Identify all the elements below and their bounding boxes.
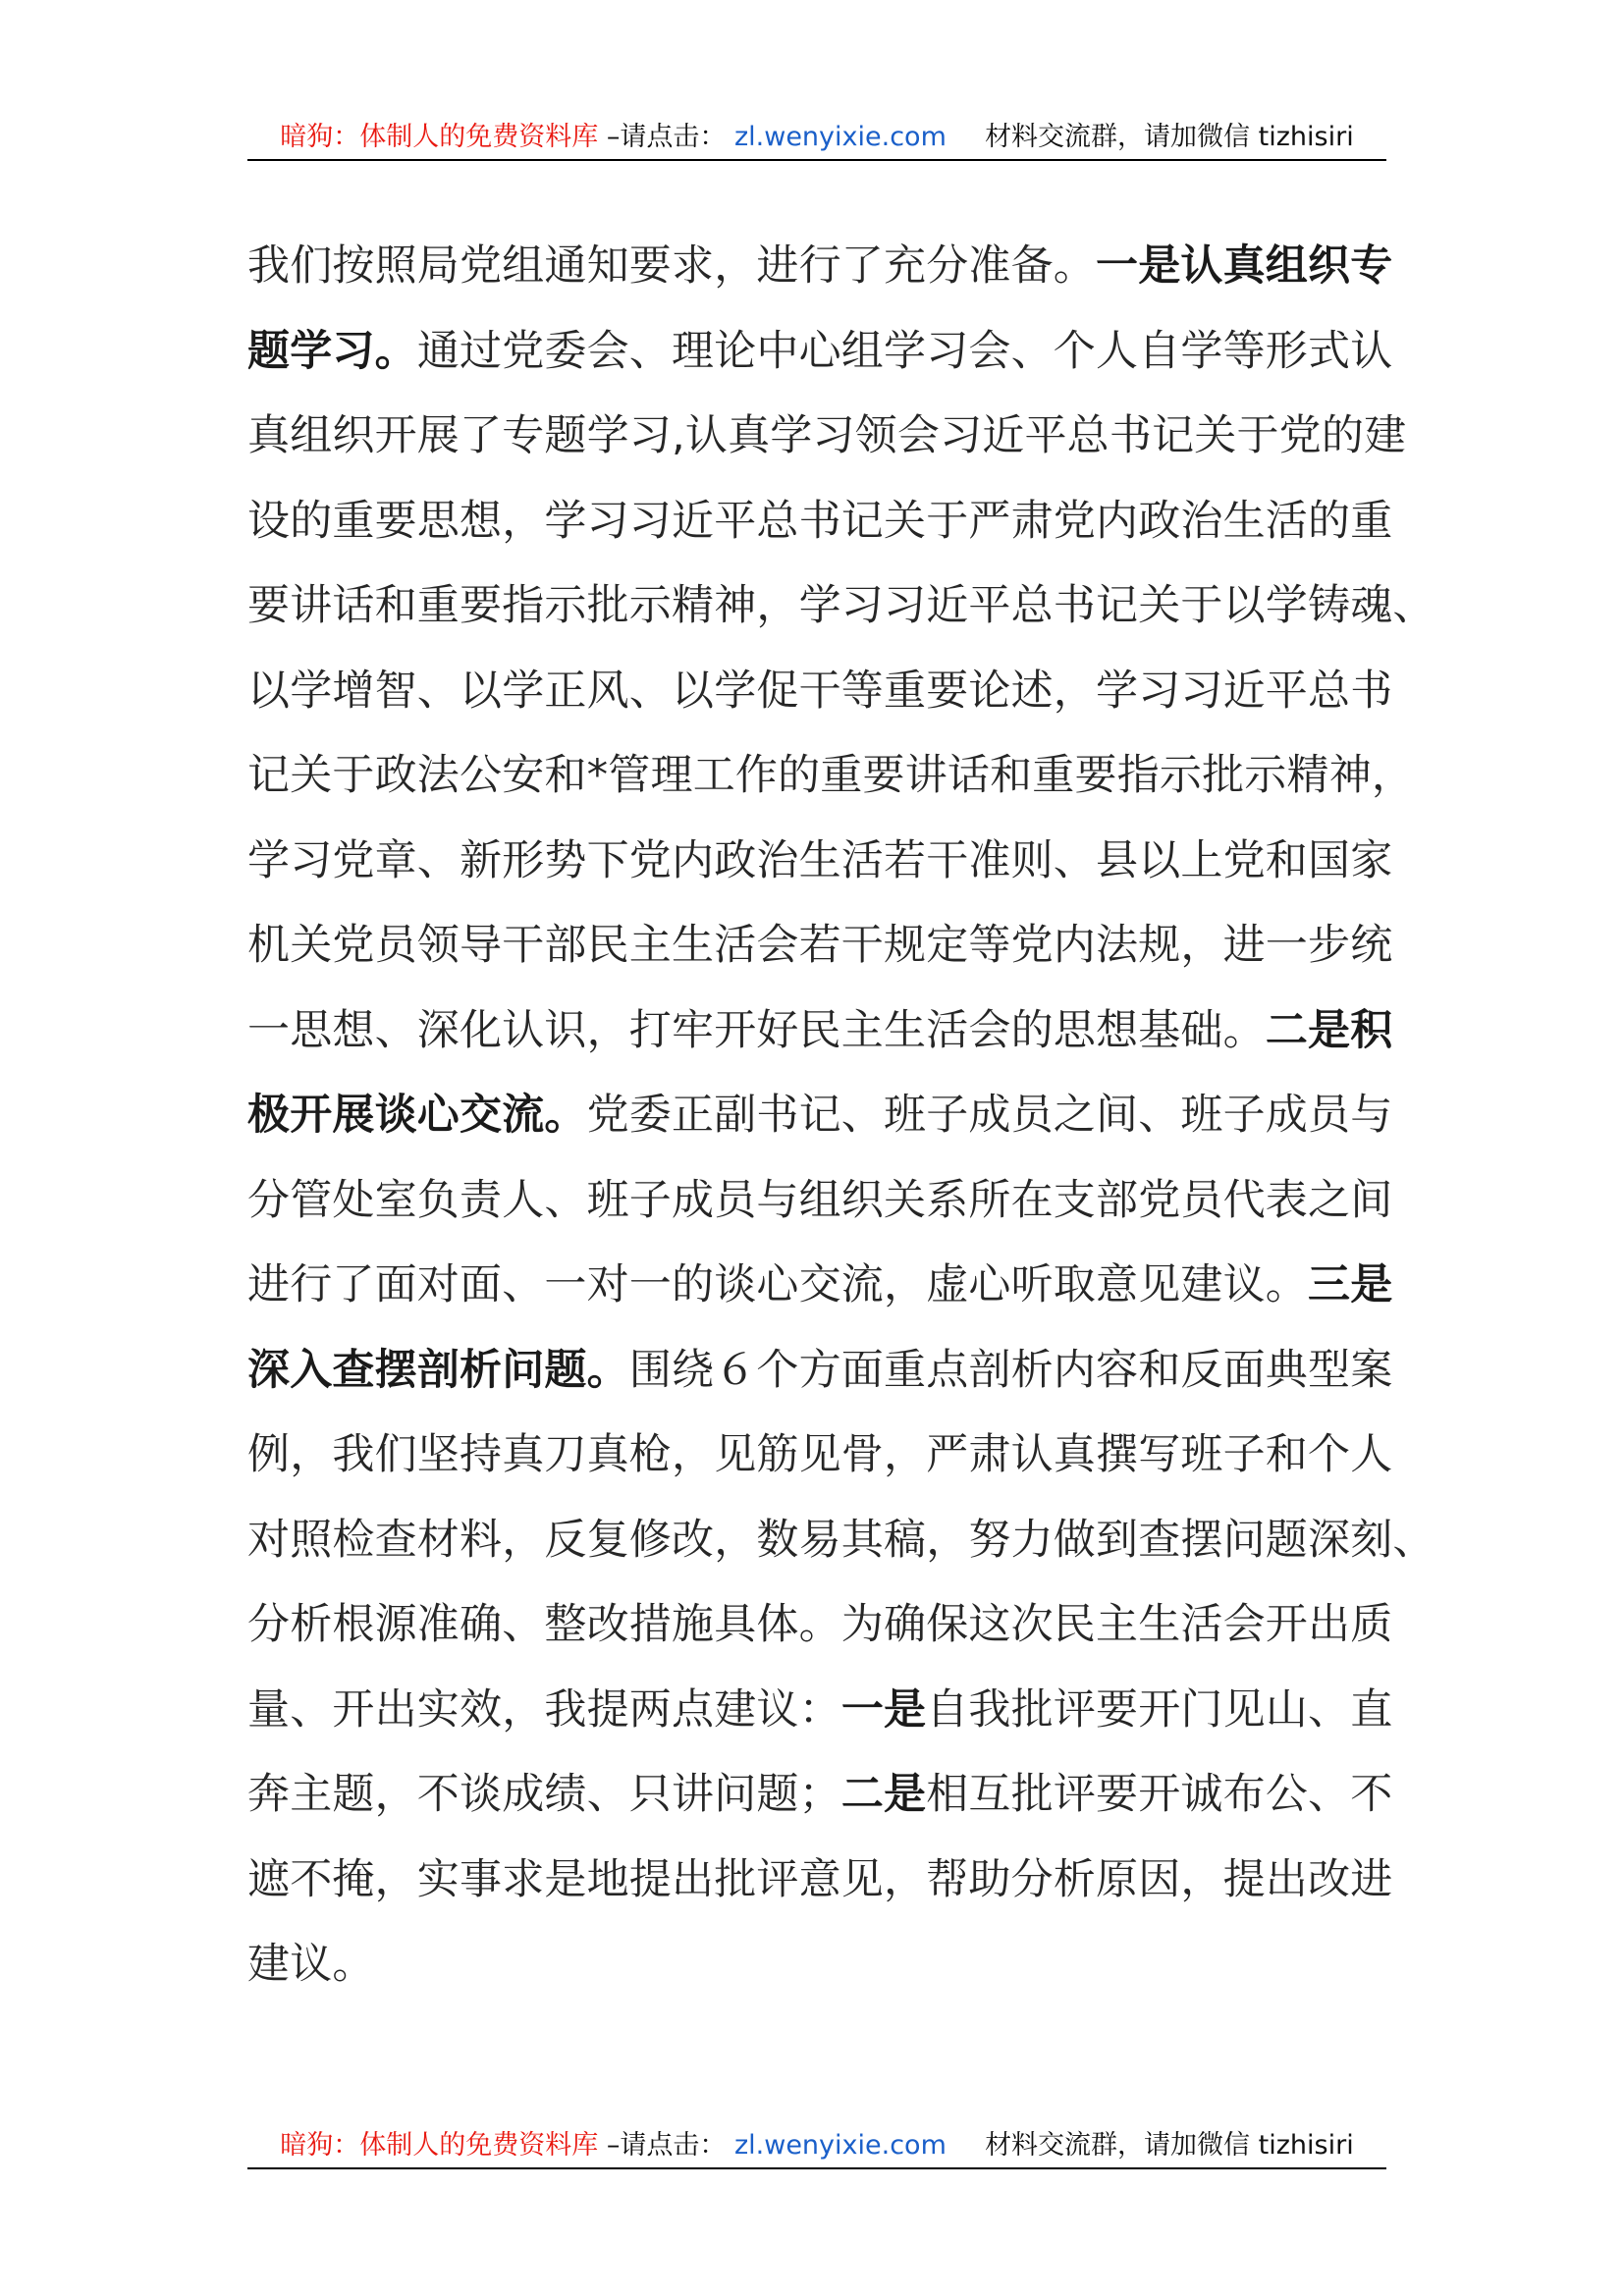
text-segment: 机关党员领导干部民主生活会若干规定等党内法规，进一步统 [247, 921, 1393, 970]
text-line [247, 903, 1393, 988]
text-line [247, 1158, 1393, 1244]
footer-group-note: 材料交流群，请加微信 tizhisiri [985, 2130, 1354, 2161]
bold-text-segment: 一是认真组织专 [1096, 241, 1393, 291]
text-segment: 进行了面对面、一对一的谈心交流，虚心听取意见建议。 [247, 1260, 1308, 1309]
bold-text-segment: 一是 [840, 1684, 927, 1735]
footer-brand: 暗狗：体制人的免费资料库 [280, 2130, 599, 2161]
text-line [247, 1243, 1393, 1328]
header-link[interactable]: zl.wenyixie.com [733, 122, 947, 152]
header-brand: 暗狗：体制人的免费资料库 [280, 122, 599, 152]
text-line [247, 819, 1393, 904]
text-segment: 建议。 [247, 1940, 375, 1989]
text-segment: 党委正副书记、班子成员之间、班子成员与 [586, 1091, 1393, 1140]
text-segment: 要讲话和重要指示批示精神，学习习近平总书记关于以学铸魂、 [247, 581, 1435, 630]
text-line [247, 988, 1393, 1074]
text-segment: 以学增智、以学正风、以学促干等重要论述，学习习近平总书 [247, 666, 1393, 716]
text-line [247, 1922, 1386, 2007]
bold-text-segment: 题学习。 [247, 326, 417, 376]
bold-text-segment: 深入查摆剖析问题。 [247, 1345, 629, 1395]
header-group-note: 材料交流群，请加微信 tizhisiri [985, 122, 1354, 152]
text-segment: 一思想、深化认识，打牢开好民主生活会的思想基础。 [247, 1005, 1266, 1055]
text-segment: 围绕６个方面重点剖析内容和反面典型案 [628, 1345, 1393, 1395]
text-segment: 记关于政法公安和*管理工作的重要讲话和重要指示批示精神， [247, 751, 1415, 800]
text-line [247, 1838, 1393, 1923]
text-segment: 设的重要思想，学习习近平总书记关于严肃党内政治生活的重 [247, 496, 1393, 546]
text-segment: 例，我们坚持真刀真枪，见筋见骨，严肃认真撰写班子和个人 [247, 1430, 1393, 1479]
footer-prompt: –请点击： [606, 2130, 727, 2161]
text-segment: 分管处室负责人、班子成员与组织关系所在支部党员代表之间 [247, 1175, 1393, 1225]
text-line [247, 733, 1415, 819]
text-line [247, 1668, 1393, 1753]
text-line [247, 479, 1393, 564]
page-footer [247, 2128, 1386, 2169]
text-line [247, 394, 1407, 479]
text-segment: 奔主题，不谈成绩、只讲问题； [247, 1770, 841, 1819]
footer-link[interactable]: zl.wenyixie.com [733, 2130, 947, 2161]
text-line [247, 1752, 1393, 1838]
text-line [247, 1413, 1393, 1498]
text-segment: 学习党章、新形势下党内政治生活若干准则、县以上党和国家 [247, 835, 1393, 885]
text-segment: 对照检查材料，反复修改，数易其稿，努力做到查摆问题深刻、 [247, 1515, 1435, 1565]
text-line [247, 563, 1435, 649]
text-segment: 遮不掩，实事求是地提出批评意见，帮助分析原因，提出改进 [247, 1854, 1393, 1904]
text-segment: 自我批评要开门见山、直 [926, 1684, 1393, 1735]
bold-text-segment: 二是积 [1265, 1005, 1393, 1055]
text-segment: 真组织开展了专题学习,认真学习领会习近平总书记关于党的建 [247, 411, 1407, 460]
text-line [247, 1582, 1393, 1668]
text-line [247, 1328, 1393, 1414]
text-segment: 相互批评要开诚布公、不 [926, 1770, 1393, 1819]
document-body [247, 224, 1435, 2007]
text-segment: 我们按照局党组通知要求，进行了充分准备。 [247, 241, 1096, 291]
page-header [247, 120, 1386, 161]
text-segment: 通过党委会、理论中心组学习会、个人自学等形式认 [416, 326, 1393, 376]
header-prompt: –请点击： [606, 122, 727, 152]
bold-text-segment: 极开展谈心交流。 [247, 1091, 587, 1140]
text-line [247, 649, 1393, 734]
text-line [247, 1498, 1435, 1583]
text-line [247, 309, 1393, 395]
text-segment: 分析根源准确、整改措施具体。为确保这次民主生活会开出质 [247, 1600, 1393, 1649]
text-segment: 量、开出实效，我提两点建议： [247, 1684, 841, 1735]
text-line [247, 1073, 1393, 1158]
bold-text-segment: 二是 [840, 1770, 927, 1819]
bold-text-segment: 三是 [1308, 1260, 1393, 1309]
text-line [247, 224, 1393, 309]
